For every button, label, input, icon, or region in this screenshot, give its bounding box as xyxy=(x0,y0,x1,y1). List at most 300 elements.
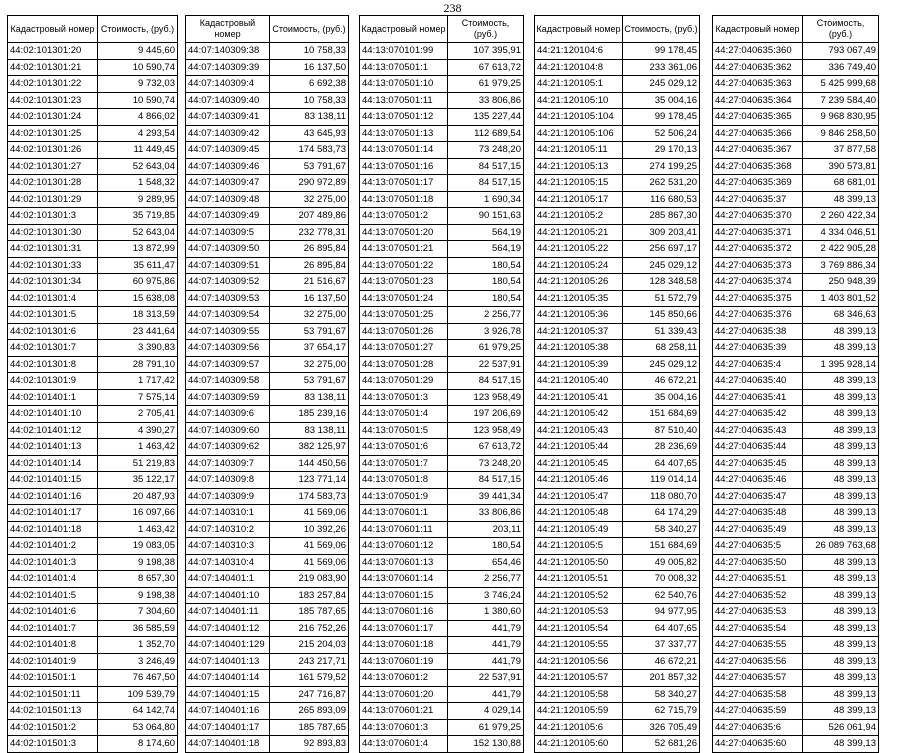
table-row xyxy=(8,175,178,192)
value-cell: 33 806,86 xyxy=(448,92,524,109)
cadastral-number-cell: 44:02:101401:7 xyxy=(8,620,98,637)
table-row xyxy=(713,554,879,571)
value-cell: 48 399,13 xyxy=(803,653,879,670)
value-cell: 1 548,32 xyxy=(98,175,178,192)
table-row xyxy=(360,109,524,126)
value-cell: 7 575,14 xyxy=(98,389,178,406)
cadastral-number-cell: 44:13:070601:19 xyxy=(360,653,448,670)
table-row xyxy=(535,571,700,588)
value-cell: 123 958,49 xyxy=(448,422,524,439)
value-cell: 61 979,25 xyxy=(448,340,524,357)
table-row xyxy=(8,290,178,307)
value-cell: 382 125,97 xyxy=(270,439,349,456)
cadastral-number-cell: 44:02:101501:3 xyxy=(8,736,98,753)
cadastral-number-cell: 44:27:040635:41 xyxy=(713,389,803,406)
table-row xyxy=(535,653,700,670)
table-row xyxy=(8,208,178,225)
value-cell: 26 895,84 xyxy=(270,257,349,274)
table-row xyxy=(535,241,700,258)
value-cell: 37 654,17 xyxy=(270,340,349,357)
table-row xyxy=(8,571,178,588)
table-row xyxy=(186,356,349,373)
column-header-value: Стоимость, (руб.) xyxy=(270,16,349,43)
value-cell: 53 791,67 xyxy=(270,323,349,340)
value-cell: 1 395 928,14 xyxy=(803,356,879,373)
value-cell: 441,79 xyxy=(448,686,524,703)
table-row xyxy=(360,241,524,258)
value-cell: 3 246,49 xyxy=(98,653,178,670)
table-row xyxy=(535,422,700,439)
table-row xyxy=(186,505,349,522)
value-cell: 83 138,11 xyxy=(270,109,349,126)
table-row xyxy=(713,406,879,423)
value-cell: 48 399,13 xyxy=(803,439,879,456)
value-cell: 64 407,65 xyxy=(623,620,700,637)
value-cell: 7 304,60 xyxy=(98,604,178,621)
table-row xyxy=(535,125,700,142)
value-cell: 216 752,26 xyxy=(270,620,349,637)
value-cell: 84 517,15 xyxy=(448,175,524,192)
cadastral-number-cell: 44:13:070501:10 xyxy=(360,76,448,93)
cadastral-number-cell: 44:13:070501:21 xyxy=(360,241,448,258)
table-row xyxy=(360,422,524,439)
cadastral-number-cell: 44:13:070601:21 xyxy=(360,703,448,720)
value-cell: 52 643,04 xyxy=(98,224,178,241)
table-row xyxy=(535,373,700,390)
cadastral-number-cell: 44:21:120105:52 xyxy=(535,587,623,604)
value-cell: 43 645,93 xyxy=(270,125,349,142)
column-header-cadastral-number: Кадастровый номер xyxy=(186,16,270,43)
table-row xyxy=(8,274,178,291)
cadastral-number-cell: 44:27:040635:55 xyxy=(713,637,803,654)
cadastral-number-cell: 44:13:070601:18 xyxy=(360,637,448,654)
cadastral-table-2 xyxy=(185,15,349,753)
table-row xyxy=(713,439,879,456)
cadastral-number-cell: 44:21:120105:24 xyxy=(535,257,623,274)
value-cell: 4 293,54 xyxy=(98,125,178,142)
cadastral-number-cell: 44:13:070501:7 xyxy=(360,455,448,472)
cadastral-number-cell: 44:21:120105:43 xyxy=(535,422,623,439)
table-row xyxy=(713,241,879,258)
cadastral-number-cell: 44:02:101501:2 xyxy=(8,719,98,736)
cadastral-number-cell: 44:02:101401:1 xyxy=(8,389,98,406)
cadastral-number-cell: 44:07:140309:55 xyxy=(186,323,270,340)
value-cell: 35 004,16 xyxy=(623,92,700,109)
table-row xyxy=(8,472,178,489)
cadastral-number-cell: 44:07:140309:51 xyxy=(186,257,270,274)
cadastral-number-cell: 44:02:101301:28 xyxy=(8,175,98,192)
value-cell: 21 516,67 xyxy=(270,274,349,291)
table-row xyxy=(535,76,700,93)
table-row xyxy=(535,257,700,274)
cadastral-number-cell: 44:27:040635:43 xyxy=(713,422,803,439)
value-cell: 84 517,15 xyxy=(448,472,524,489)
table-row xyxy=(360,142,524,159)
value-cell: 119 014,14 xyxy=(623,472,700,489)
table-row xyxy=(186,125,349,142)
table-row xyxy=(186,257,349,274)
cadastral-number-cell: 44:13:070501:29 xyxy=(360,373,448,390)
cadastral-number-cell: 44:02:101301:27 xyxy=(8,158,98,175)
column-header-value: Стоимость, (руб.) xyxy=(803,16,879,43)
value-cell: 26 895,84 xyxy=(270,241,349,258)
cadastral-number-cell: 44:07:140401:17 xyxy=(186,719,270,736)
table-row xyxy=(713,620,879,637)
table-row xyxy=(713,736,879,753)
table-row xyxy=(360,637,524,654)
column-header-value: Стоимость, (руб.) xyxy=(623,16,700,43)
cadastral-number-cell: 44:21:120105:6 xyxy=(535,719,623,736)
table-row xyxy=(186,719,349,736)
table-row xyxy=(713,59,879,76)
cadastral-number-cell: 44:07:140309:8 xyxy=(186,472,270,489)
value-cell: 41 569,06 xyxy=(270,554,349,571)
cadastral-number-cell: 44:27:040635:49 xyxy=(713,521,803,538)
table-row xyxy=(8,125,178,142)
value-cell: 67 613,72 xyxy=(448,59,524,76)
column-header-cadastral-number: Кадастровый номер xyxy=(360,16,448,43)
value-cell: 46 672,21 xyxy=(623,373,700,390)
value-cell: 118 080,70 xyxy=(623,488,700,505)
cadastral-number-cell: 44:21:120105:51 xyxy=(535,571,623,588)
cadastral-number-cell: 44:27:040635:369 xyxy=(713,175,803,192)
value-cell: 32 275,00 xyxy=(270,191,349,208)
cadastral-number-cell: 44:07:140401:12 xyxy=(186,620,270,637)
cadastral-number-cell: 44:27:040635:367 xyxy=(713,142,803,159)
value-cell: 203,11 xyxy=(448,521,524,538)
cadastral-number-cell: 44:21:120105:1 xyxy=(535,76,623,93)
value-cell: 4 029,14 xyxy=(448,703,524,720)
value-cell: 94 977,95 xyxy=(623,604,700,621)
value-cell: 10 758,33 xyxy=(270,43,349,60)
cadastral-number-cell: 44:13:070501:1 xyxy=(360,59,448,76)
cadastral-number-cell: 44:02:101401:15 xyxy=(8,472,98,489)
cadastral-number-cell: 44:27:040635:38 xyxy=(713,323,803,340)
table-row xyxy=(713,92,879,109)
table-row xyxy=(8,59,178,76)
cadastral-number-cell: 44:07:140401:13 xyxy=(186,653,270,670)
cadastral-number-cell: 44:02:101401:4 xyxy=(8,571,98,588)
cadastral-number-cell: 44:13:070601:11 xyxy=(360,521,448,538)
table-row xyxy=(713,356,879,373)
value-cell: 116 680,53 xyxy=(623,191,700,208)
table-row xyxy=(8,158,178,175)
cadastral-number-cell: 44:27:040635:365 xyxy=(713,109,803,126)
value-cell: 180,54 xyxy=(448,257,524,274)
value-cell: 151 684,69 xyxy=(623,406,700,423)
cadastral-number-cell: 44:07:140309:9 xyxy=(186,488,270,505)
value-cell: 60 975,86 xyxy=(98,274,178,291)
table-row xyxy=(8,719,178,736)
cadastral-value-tables xyxy=(0,15,905,749)
value-cell: 3 746,24 xyxy=(448,587,524,604)
cadastral-number-cell: 44:07:140310:3 xyxy=(186,538,270,555)
value-cell: 326 705,49 xyxy=(623,719,700,736)
cadastral-number-cell: 44:21:120105:22 xyxy=(535,241,623,258)
value-cell: 11 449,45 xyxy=(98,142,178,159)
page-number: 238 xyxy=(443,1,462,15)
table-row xyxy=(360,554,524,571)
table-row xyxy=(535,719,700,736)
table-row xyxy=(360,686,524,703)
table-row xyxy=(713,323,879,340)
table-row xyxy=(360,274,524,291)
cadastral-number-cell: 44:21:120105:56 xyxy=(535,653,623,670)
table-row xyxy=(360,653,524,670)
value-cell: 8 657,30 xyxy=(98,571,178,588)
cadastral-number-cell: 44:02:101301:30 xyxy=(8,224,98,241)
table-row xyxy=(186,109,349,126)
cadastral-number-cell: 44:02:101401:6 xyxy=(8,604,98,621)
cadastral-number-cell: 44:27:040635:368 xyxy=(713,158,803,175)
value-cell: 36 585,59 xyxy=(98,620,178,637)
cadastral-number-cell: 44:02:101401:17 xyxy=(8,505,98,522)
cadastral-number-cell: 44:02:101301:4 xyxy=(8,290,98,307)
cadastral-number-cell: 44:27:040635:39 xyxy=(713,340,803,357)
value-cell: 23 441,64 xyxy=(98,323,178,340)
cadastral-number-cell: 44:02:101301:22 xyxy=(8,76,98,93)
value-cell: 8 174,60 xyxy=(98,736,178,753)
table-row xyxy=(8,43,178,60)
value-cell: 58 340,27 xyxy=(623,521,700,538)
table-row xyxy=(535,538,700,555)
cadastral-number-cell: 44:02:101301:33 xyxy=(8,257,98,274)
table-row xyxy=(360,406,524,423)
table-row xyxy=(8,257,178,274)
cadastral-number-cell: 44:13:070601:4 xyxy=(360,736,448,753)
value-cell: 52 643,04 xyxy=(98,158,178,175)
value-cell: 90 151,63 xyxy=(448,208,524,225)
table-row xyxy=(360,736,524,753)
cadastral-number-cell: 44:02:101401:9 xyxy=(8,653,98,670)
table-row xyxy=(360,488,524,505)
table-row xyxy=(713,488,879,505)
table-row xyxy=(360,571,524,588)
cadastral-number-cell: 44:07:140401:129 xyxy=(186,637,270,654)
cadastral-number-cell: 44:13:070501:6 xyxy=(360,439,448,456)
cadastral-number-cell: 44:21:120105:15 xyxy=(535,175,623,192)
value-cell: 3 926,78 xyxy=(448,323,524,340)
table-row xyxy=(8,637,178,654)
table-row xyxy=(360,455,524,472)
cadastral-number-cell: 44:13:070501:8 xyxy=(360,472,448,489)
table-row xyxy=(8,587,178,604)
value-cell: 112 689,54 xyxy=(448,125,524,142)
table-row xyxy=(186,406,349,423)
table-row xyxy=(186,208,349,225)
table-row xyxy=(8,389,178,406)
table-row xyxy=(535,554,700,571)
cadastral-number-cell: 44:02:101301:7 xyxy=(8,340,98,357)
cadastral-number-cell: 44:07:140309:58 xyxy=(186,373,270,390)
table-row xyxy=(186,472,349,489)
table-row xyxy=(8,455,178,472)
table-row xyxy=(186,323,349,340)
value-cell: 180,54 xyxy=(448,538,524,555)
cadastral-number-cell: 44:02:101301:8 xyxy=(8,356,98,373)
cadastral-number-cell: 44:13:070501:3 xyxy=(360,389,448,406)
value-cell: 18 313,59 xyxy=(98,307,178,324)
value-cell: 10 590,74 xyxy=(98,92,178,109)
cadastral-number-cell: 44:21:120105:13 xyxy=(535,158,623,175)
value-cell: 73 248,20 xyxy=(448,142,524,159)
cadastral-number-cell: 44:27:040635:44 xyxy=(713,439,803,456)
cadastral-number-cell: 44:02:101301:29 xyxy=(8,191,98,208)
value-cell: 262 531,20 xyxy=(623,175,700,192)
table-row xyxy=(360,505,524,522)
table-row xyxy=(713,670,879,687)
cadastral-number-cell: 44:13:070601:16 xyxy=(360,604,448,621)
cadastral-number-cell: 44:02:101301:21 xyxy=(8,59,98,76)
value-cell: 37 337,77 xyxy=(623,637,700,654)
value-cell: 20 487,93 xyxy=(98,488,178,505)
cadastral-number-cell: 44:13:070501:14 xyxy=(360,142,448,159)
table-row xyxy=(8,340,178,357)
cadastral-number-cell: 44:21:120105:58 xyxy=(535,686,623,703)
value-cell: 290 972,89 xyxy=(270,175,349,192)
cadastral-number-cell: 44:13:070501:9 xyxy=(360,488,448,505)
table-row xyxy=(360,703,524,720)
cadastral-number-cell: 44:21:120105:39 xyxy=(535,356,623,373)
table-row xyxy=(535,620,700,637)
table-row xyxy=(535,670,700,687)
table-row xyxy=(360,389,524,406)
table-row xyxy=(8,620,178,637)
cadastral-number-cell: 44:13:070501:22 xyxy=(360,257,448,274)
value-cell: 52 681,26 xyxy=(623,736,700,753)
cadastral-number-cell: 44:02:101501:1 xyxy=(8,670,98,687)
cadastral-number-cell: 44:07:140309:47 xyxy=(186,175,270,192)
value-cell: 84 517,15 xyxy=(448,373,524,390)
value-cell: 48 399,13 xyxy=(803,406,879,423)
value-cell: 123 771,14 xyxy=(270,472,349,489)
column-header-cadastral-number: Кадастровый номер xyxy=(713,16,803,43)
cadastral-number-cell: 44:07:140309:57 xyxy=(186,356,270,373)
cadastral-number-cell: 44:27:040635:59 xyxy=(713,703,803,720)
table-row xyxy=(8,356,178,373)
table-row xyxy=(713,158,879,175)
value-cell: 68 258,11 xyxy=(623,340,700,357)
value-cell: 53 791,67 xyxy=(270,373,349,390)
value-cell: 245 029,12 xyxy=(623,257,700,274)
cadastral-number-cell: 44:13:070501:25 xyxy=(360,307,448,324)
table-row xyxy=(8,604,178,621)
value-cell: 64 142,74 xyxy=(98,703,178,720)
value-cell: 1 403 801,52 xyxy=(803,290,879,307)
cadastral-number-cell: 44:02:101301:5 xyxy=(8,307,98,324)
cadastral-number-cell: 44:21:120105:5 xyxy=(535,538,623,555)
table-row xyxy=(713,340,879,357)
table-row xyxy=(713,109,879,126)
cadastral-number-cell: 44:07:140309:6 xyxy=(186,406,270,423)
value-cell: 84 517,15 xyxy=(448,158,524,175)
cadastral-number-cell: 44:13:070101:99 xyxy=(360,43,448,60)
table-row xyxy=(360,43,524,60)
value-cell: 233 361,06 xyxy=(623,59,700,76)
cadastral-number-cell: 44:02:101401:2 xyxy=(8,538,98,555)
value-cell: 309 203,41 xyxy=(623,224,700,241)
cadastral-number-cell: 44:21:120105:47 xyxy=(535,488,623,505)
cadastral-number-cell: 44:27:040635:50 xyxy=(713,554,803,571)
value-cell: 68 346,63 xyxy=(803,307,879,324)
table-row xyxy=(360,521,524,538)
table-row xyxy=(8,488,178,505)
table-row xyxy=(535,109,700,126)
value-cell: 16 097,66 xyxy=(98,505,178,522)
table-row xyxy=(535,406,700,423)
cadastral-number-cell: 44:07:140309:7 xyxy=(186,455,270,472)
cadastral-number-cell: 44:13:070501:24 xyxy=(360,290,448,307)
table-row xyxy=(713,686,879,703)
table-row xyxy=(535,175,700,192)
table-row xyxy=(186,422,349,439)
value-cell: 247 716,87 xyxy=(270,686,349,703)
cadastral-number-cell: 44:02:101401:18 xyxy=(8,521,98,538)
value-cell: 197 206,69 xyxy=(448,406,524,423)
cadastral-number-cell: 44:13:070601:13 xyxy=(360,554,448,571)
cadastral-number-cell: 44:13:070501:13 xyxy=(360,125,448,142)
cadastral-number-cell: 44:07:140309:50 xyxy=(186,241,270,258)
value-cell: 83 138,11 xyxy=(270,389,349,406)
table-row xyxy=(8,76,178,93)
value-cell: 5 425 999,68 xyxy=(803,76,879,93)
table-row xyxy=(713,521,879,538)
cadastral-number-cell: 44:27:040635:60 xyxy=(713,736,803,753)
cadastral-number-cell: 44:13:070501:12 xyxy=(360,109,448,126)
value-cell: 265 893,09 xyxy=(270,703,349,720)
value-cell: 35 122,17 xyxy=(98,472,178,489)
table-row xyxy=(360,439,524,456)
table-row xyxy=(535,191,700,208)
cadastral-number-cell: 44:13:070601:15 xyxy=(360,587,448,604)
cadastral-number-cell: 44:02:101501:13 xyxy=(8,703,98,720)
table-row xyxy=(186,686,349,703)
table-row xyxy=(713,125,879,142)
value-cell: 152 130,88 xyxy=(448,736,524,753)
table-row xyxy=(8,554,178,571)
cadastral-number-cell: 44:07:140309:53 xyxy=(186,290,270,307)
value-cell: 180,54 xyxy=(448,290,524,307)
value-cell: 9 846 258,50 xyxy=(803,125,879,142)
cadastral-number-cell: 44:27:040635:4 xyxy=(713,356,803,373)
table-row xyxy=(186,538,349,555)
table-row xyxy=(360,670,524,687)
value-cell: 256 697,17 xyxy=(623,241,700,258)
table-row xyxy=(8,109,178,126)
value-cell: 35 004,16 xyxy=(623,389,700,406)
cadastral-number-cell: 44:21:120105:45 xyxy=(535,455,623,472)
cadastral-number-cell: 44:13:070501:18 xyxy=(360,191,448,208)
value-cell: 180,54 xyxy=(448,274,524,291)
value-cell: 70 008,32 xyxy=(623,571,700,588)
table-row xyxy=(360,307,524,324)
table-row xyxy=(360,257,524,274)
table-row xyxy=(535,488,700,505)
cadastral-table-1 xyxy=(7,15,178,753)
value-cell: 48 399,13 xyxy=(803,736,879,753)
table-row xyxy=(360,191,524,208)
value-cell: 48 399,13 xyxy=(803,455,879,472)
table-row xyxy=(713,587,879,604)
value-cell: 49 005,82 xyxy=(623,554,700,571)
cadastral-number-cell: 44:02:101401:13 xyxy=(8,439,98,456)
cadastral-number-cell: 44:27:040635:375 xyxy=(713,290,803,307)
cadastral-number-cell: 44:07:140309:54 xyxy=(186,307,270,324)
cadastral-number-cell: 44:07:140309:60 xyxy=(186,422,270,439)
value-cell: 48 399,13 xyxy=(803,587,879,604)
table-row xyxy=(535,439,700,456)
table-row xyxy=(535,587,700,604)
